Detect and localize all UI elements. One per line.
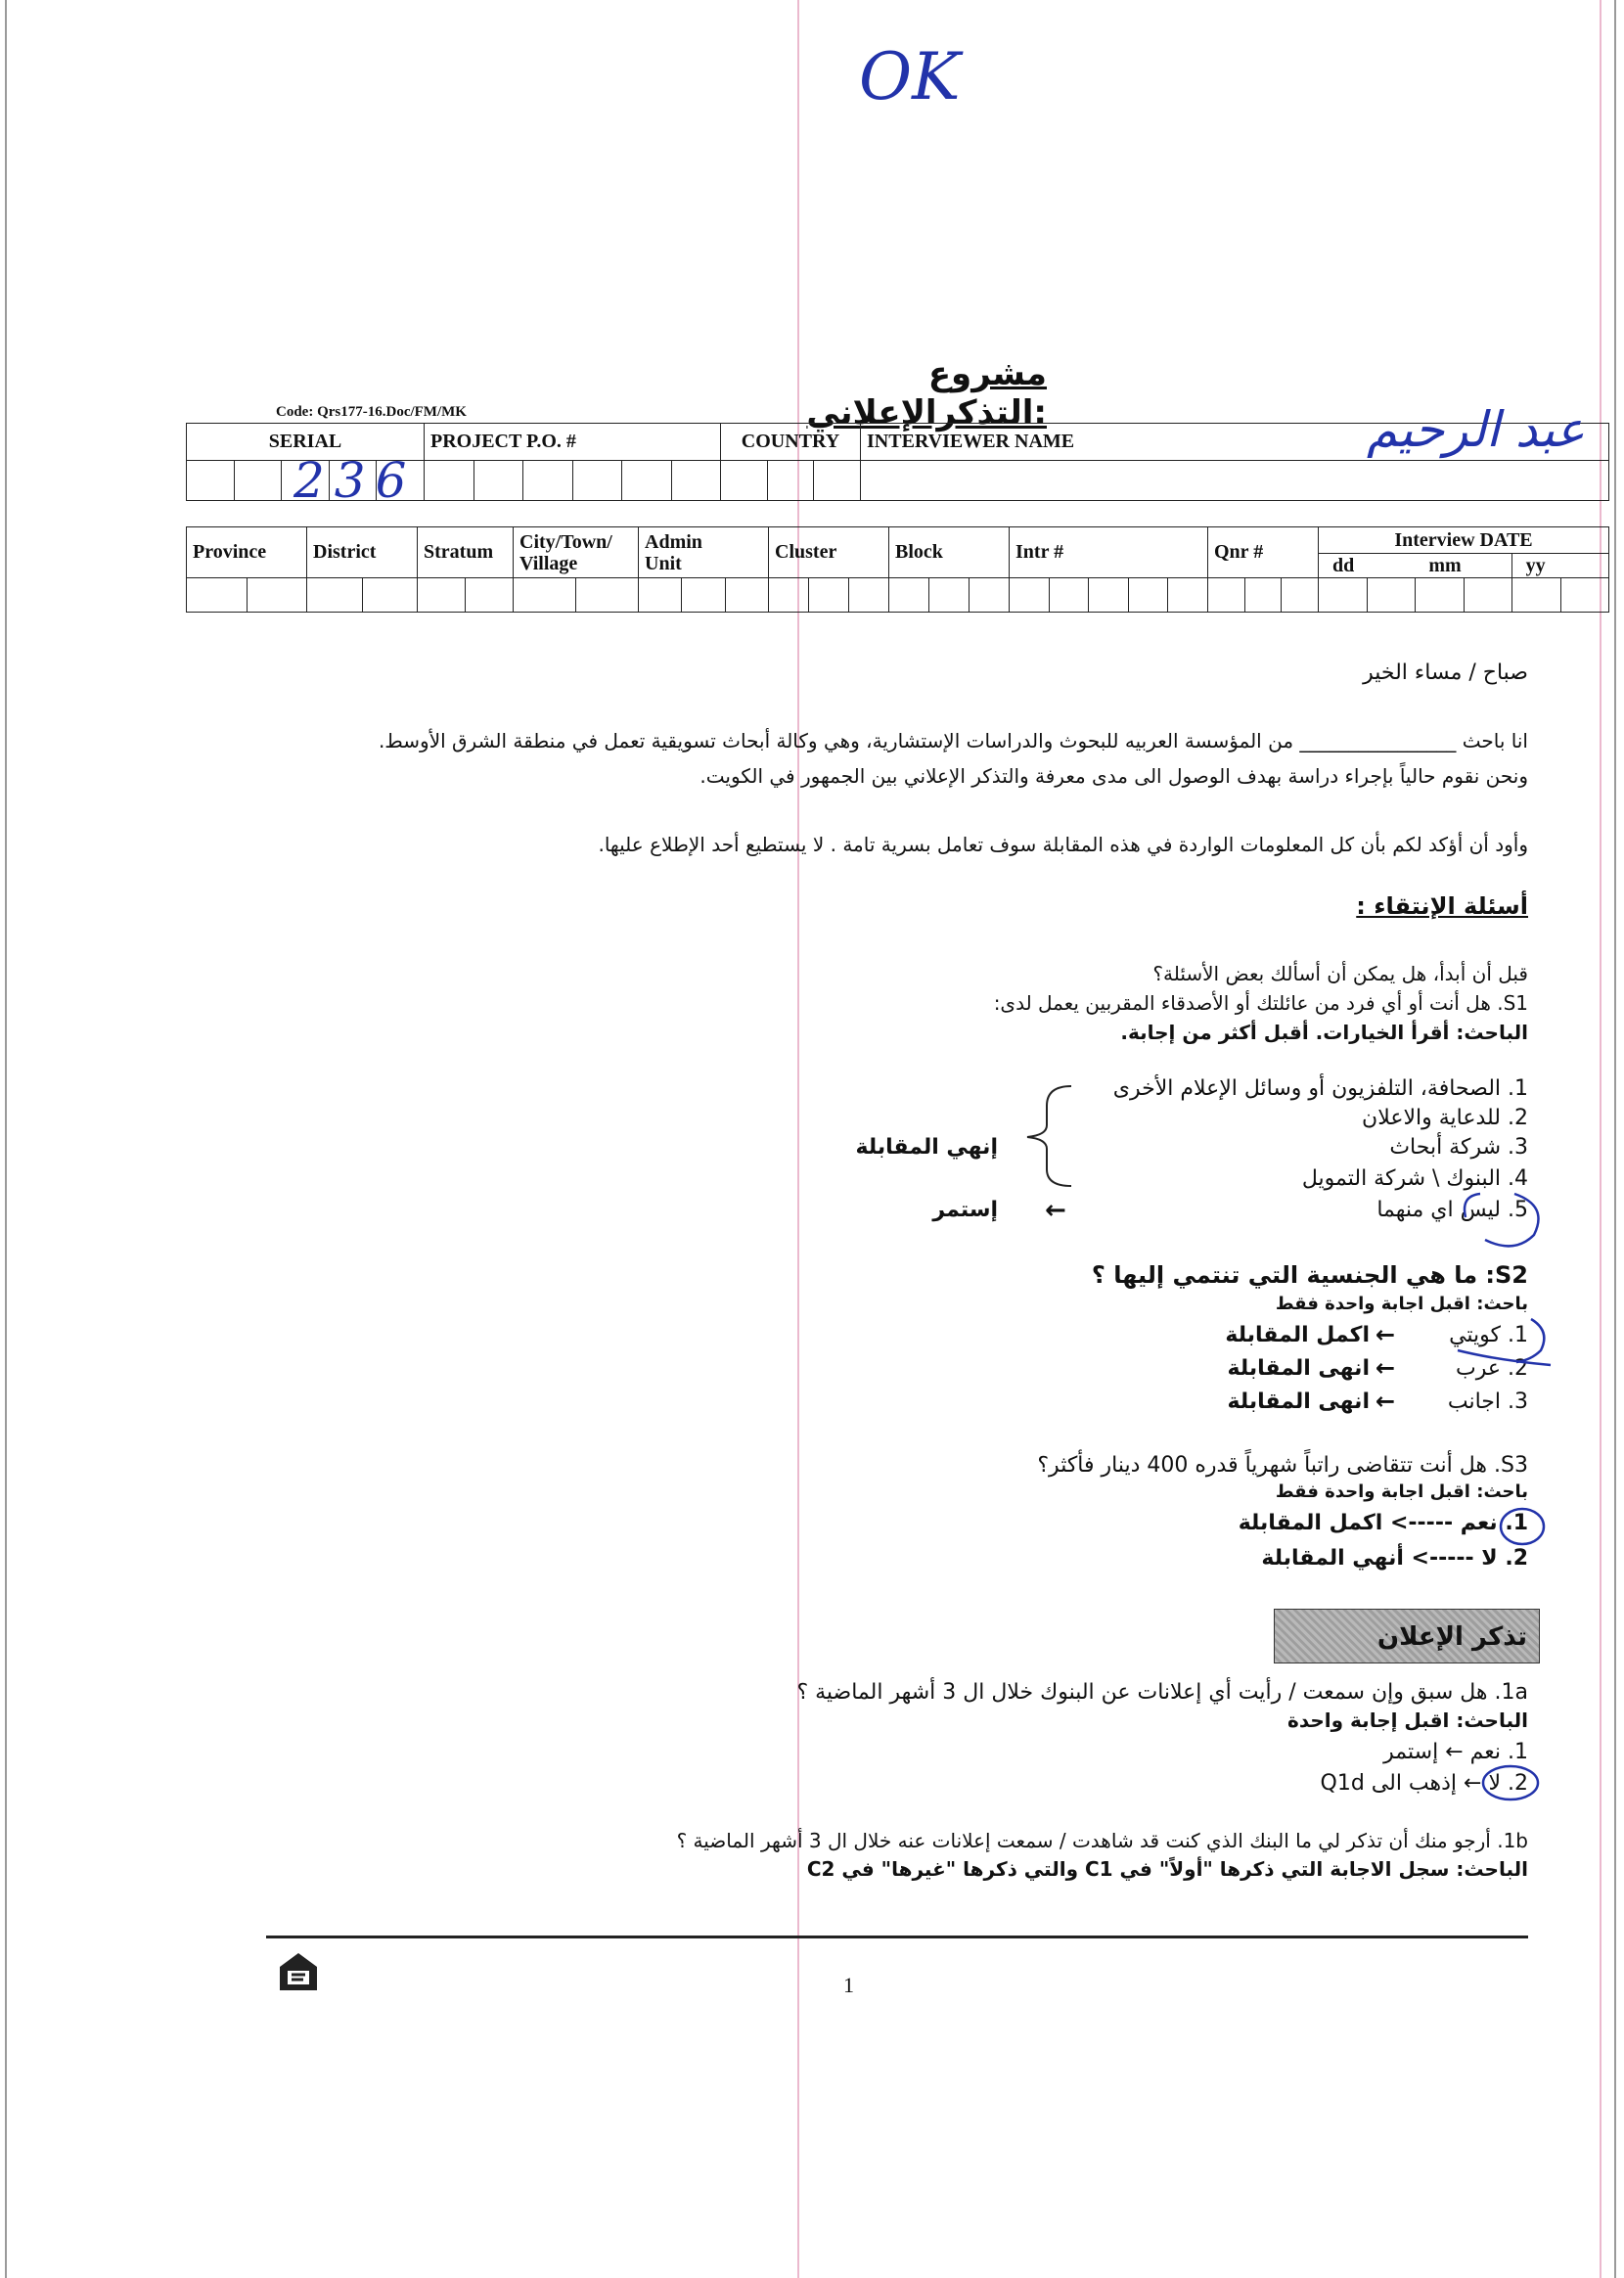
q1a-option-2[interactable]: 2. لا ← إذهب الى Q1d	[1320, 1771, 1528, 1796]
handwritten-serial: 236	[293, 452, 417, 509]
intro-line-2: ونحن نقوم حالياً بإجراء دراسة بهدف الوصول الى مدى معرفة والتذكر الإعلاني بين الجمهور في الكويت.	[699, 764, 1528, 788]
question-1b-note: الباحث: سجل الاجابة التي ذكرها "أولاً" في C1 والتي ذكرها "غيرها" في C2	[806, 1857, 1528, 1881]
interviewer-cell[interactable]	[861, 461, 1609, 501]
s1-continue: إستمر	[932, 1198, 998, 1222]
city-header: City/Town/ Village	[514, 527, 639, 578]
s2-option-2[interactable]: 2. عرب	[1456, 1356, 1528, 1381]
dd-label: dd	[1332, 555, 1355, 576]
province-cells[interactable]	[187, 578, 307, 613]
interview-date-header	[1319, 527, 1609, 578]
s2-option-3[interactable]: 3. اجانب	[1447, 1390, 1528, 1414]
qnr-header: Qnr #	[1208, 527, 1319, 578]
district-header: District	[307, 527, 418, 578]
question-s3-note: باحث: اقبل اجابة واحدة فقط	[1275, 1481, 1528, 1502]
question-s3: S3. هل أنت تتقاضى راتباً شهرياً قدره 400 دينار فأكثر؟	[1037, 1453, 1528, 1478]
s2-action-3: انهى المقابلة	[1227, 1390, 1370, 1414]
s2-action-2: انهى المقابلة	[1227, 1356, 1370, 1381]
header-table-2	[186, 526, 1609, 613]
stratum-cells[interactable]	[418, 578, 514, 613]
question-s2: S2: ما هي الجنسية التي تنتمي إليها ؟	[1091, 1261, 1528, 1289]
intr-header: Intr #	[1010, 527, 1208, 578]
arrow-left-icon: ←	[1376, 1388, 1396, 1415]
arrow-left-icon: ←	[1376, 1321, 1396, 1348]
circled-answer-mark	[1438, 1311, 1556, 1380]
yy-label: yy	[1511, 554, 1608, 577]
doc-code: Code: Qrs177-16.Doc/FM/MK	[276, 404, 467, 420]
screening-intro: قبل أن أبدأ، هل يمكن أن أسألك بعض الأسئلة؟	[1152, 962, 1528, 985]
country-header: COUNTRY	[721, 424, 861, 461]
question-s2-note: باحث: اقبل اجابة واحدة فقط	[1275, 1294, 1528, 1314]
question-s1: S1. هل أنت أو أي فرد من عائلتك أو الأصدقاء المقربين يعمل لدى:	[993, 991, 1528, 1015]
screening-heading: أسئلة الإنتقاء :	[1356, 892, 1528, 920]
question-1a: 1a. هل سبق وإن سمعت / رأيت أي إعلانات عن البنوك خلال ال 3 أشهر الماضية ؟	[796, 1680, 1528, 1705]
cluster-header: Cluster	[769, 527, 889, 578]
admin-unit-header: Admin Unit	[639, 527, 769, 578]
footer-divider	[266, 1936, 1528, 1938]
s1-option-3[interactable]: 3. شركة أبحاث	[1389, 1135, 1528, 1160]
s1-option-2[interactable]: 2. للدعاية والاعلان	[1362, 1106, 1528, 1130]
arrow-left-icon: ←	[1045, 1196, 1066, 1225]
block-cells[interactable]	[889, 578, 1010, 613]
scan-edge-left	[5, 0, 7, 2278]
brace-icon	[998, 1076, 1076, 1194]
handwritten-ok: OK	[859, 39, 961, 114]
date-cells[interactable]	[1319, 578, 1609, 613]
block-header: Block	[889, 527, 1010, 578]
circled-answer-mark	[1456, 1186, 1549, 1254]
s3-option-1[interactable]: 1. نعم -----> اكمل المقابلة	[1238, 1511, 1528, 1535]
province-header: Province	[187, 527, 307, 578]
s1-option-4[interactable]: 4. البنوك \ شركة التمويل	[1301, 1166, 1528, 1191]
margin-line-right	[1600, 0, 1601, 2278]
recall-section-heading: تذكر الإعلان	[1274, 1609, 1540, 1663]
s1-option-1[interactable]: 1. الصحافة، التلفزيون أو وسائل الإعلام الأخرى	[1112, 1076, 1528, 1101]
question-s1-note: الباحث: أقرأ الخيارات. أقبل أكثر من إجابة.	[1120, 1021, 1528, 1044]
arrow-left-icon: ←	[1376, 1354, 1396, 1382]
project-header: PROJECT P.O. #	[425, 424, 721, 461]
page-number: 1	[843, 1973, 854, 1997]
question-1b: 1b. أرجو منك أن تذكر لي ما البنك الذي كنت قد شاهدت / سمعت إعلانات عنه خلال ال 3 أشهر الماضية ؟	[676, 1829, 1528, 1852]
s2-action-1: اكمل المقابلة	[1225, 1323, 1370, 1347]
circled-answer-mark	[1497, 1503, 1556, 1552]
handwritten-interviewer-name: عبد الرحيم	[1366, 401, 1585, 458]
qnr-cells[interactable]	[1208, 578, 1319, 613]
project-cells[interactable]	[425, 461, 721, 501]
intr-cells[interactable]	[1010, 578, 1208, 613]
s1-end-interview: إنهي المقابلة	[855, 1135, 998, 1160]
serial-header: SERIAL	[187, 424, 425, 461]
greeting: صباح / مساء الخير	[1363, 661, 1528, 685]
district-cells[interactable]	[307, 578, 418, 613]
page-title: مشروع :التذكرالإعلاني	[806, 354, 1047, 433]
mm-label: mm	[1428, 555, 1462, 576]
s2-option-1[interactable]: 1. كويتي	[1449, 1323, 1528, 1347]
cluster-cells[interactable]	[769, 578, 889, 613]
interview-date-label: Interview DATE	[1319, 527, 1608, 554]
confidentiality-note: وأود أن أؤكد لكم بأن كل المعلومات الواردة في هذه المقابلة سوف تعامل بسرية تامة . لا يستطيع أحد الإطلاع عليها.	[598, 833, 1528, 856]
city-cells[interactable]	[514, 578, 639, 613]
admin-unit-cells[interactable]	[639, 578, 769, 613]
scan-edge-right	[1614, 0, 1616, 2278]
country-cells[interactable]	[721, 461, 861, 501]
question-1a-note: الباحث: اقبل إجابة واحدة	[1287, 1708, 1528, 1732]
intro-line-1: انا باحث ________________ من المؤسسة العربيه للبحوث والدراسات الإستشارية، وهي وكالة أبحاث تسويقية تعمل في منطقة الشرق الأوسط.	[378, 729, 1528, 752]
s1-option-5[interactable]: 5. ليس اي منهما	[1376, 1198, 1528, 1222]
stratum-header: Stratum	[418, 527, 514, 578]
q1a-option-1[interactable]: 1. نعم ← إستمر	[1383, 1740, 1528, 1764]
company-logo-icon	[274, 1947, 323, 1996]
s3-option-2[interactable]: 2. لا -----> أنهي المقابلة	[1261, 1546, 1528, 1571]
interviewer-header: INTERVIEWER NAME	[861, 424, 1609, 461]
circled-answer-mark	[1477, 1761, 1546, 1806]
